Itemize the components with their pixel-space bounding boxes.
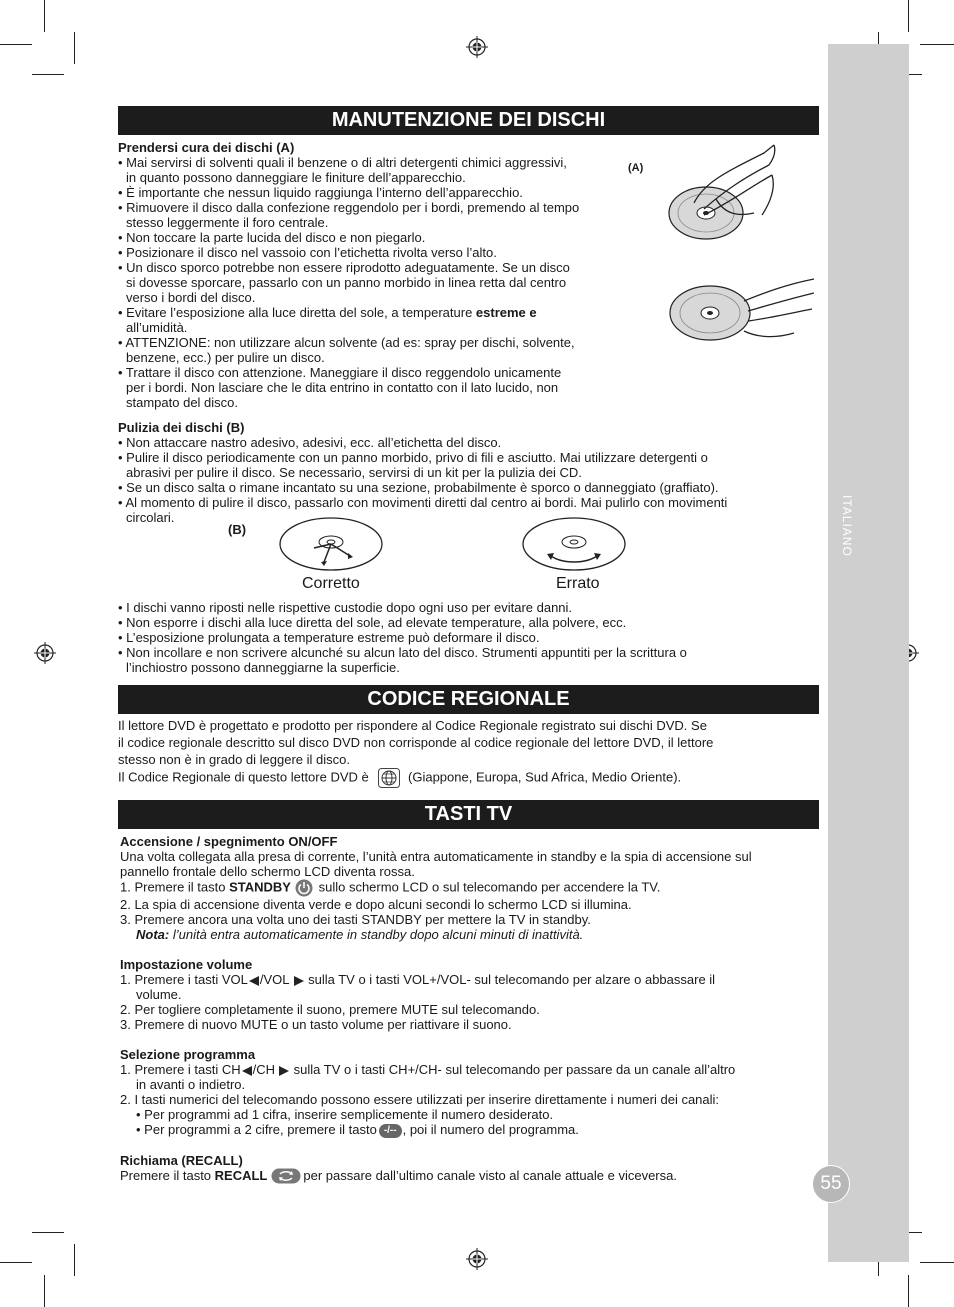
subheading-disc-care: Prendersi cura dei dischi (A) [118,140,295,155]
text-fragment: 1. Premere il tasto [120,879,230,895]
text-line: si dovesse sporcare, passarlo con un panno morbido in linea retta dal centro [126,275,567,290]
crop-mark [908,0,909,32]
text-line [120,1168,820,1185]
text-line: • ATTENZIONE: non utilizzare alcun solvente (ad es: spray per dischi, solvente, [118,335,575,350]
figure-tag-a: (A) [628,162,644,174]
text-line: • Pulire il disco periodicamente con un panno morbido, privo di fili e asciutto. Mai utilizzare detergenti o [118,450,708,465]
tv-buttons-block [120,834,820,1184]
label-correct: Corretto [302,575,360,592]
registration-mark-icon [34,642,56,664]
disc-care-block [118,140,638,410]
crop-mark [44,0,45,32]
section-title-tv-buttons: TASTI TV [118,800,819,829]
text-line: • Posizionare il disco nel vassoio con l’etichetta rivolta verso l’alto. [118,245,497,260]
arrow-left-icon [248,975,260,987]
text-line: pannello frontale dello schermo LCD diventa rossa. [120,864,415,879]
crop-mark [0,44,32,45]
text-fragment: sulla TV o i tasti CH+/CH- sul telecomando per passare da un canale all’altro [290,1062,736,1077]
language-tab-label: ITALIANO [840,495,854,557]
text-fragment: • Evitare l’esposizione alla luce diretta del sole, a temperature [118,305,476,320]
crop-mark [32,74,64,75]
text-line: 2. La spia di accensione diventa verde e dopo alcuni secondi lo schermo LCD si illumina. [120,897,632,912]
label-wrong: Errato [556,575,600,592]
text-fragment: Premere il tasto [120,1167,215,1183]
text-line [120,927,820,942]
disc-cleaning-block [118,420,818,525]
arrow-right-icon [278,1065,290,1077]
spacer [120,1032,820,1047]
spacer [120,1138,820,1153]
text-line: • Un disco sporco potrebbe non essere riprodotto adeguatamente. Se un disco [118,260,570,275]
subheading-recall: Richiama (RECALL) [120,1152,243,1168]
text-line: • Per programmi ad 1 cifra, inserire semplicemente il numero desiderato. [136,1107,554,1122]
text-bold: estreme e [475,305,537,320]
text-line: • I dischi vanno riposti nelle rispettive custodie dopo ogni uso per evitare danni. [118,600,573,615]
text-fragment: /CH [252,1062,276,1077]
text-fragment: • Per programmi a 2 cifre, premere il tasto [136,1122,377,1137]
text-line: • Trattare il disco con attenzione. Maneggiare il disco reggendolo unicamente [118,365,562,380]
text-fragment: sulla TV o i tasti VOL+/VOL- sul telecomando per alzare o abbassare il [304,972,716,987]
text-fragment: 1. Premere i tasti VOL [120,972,248,987]
note-label: Nota: [136,927,170,942]
text-fragment: per passare dall’ultimo canale visto al canale attuale e viceversa. [303,1167,677,1183]
spacer [120,942,820,957]
subheading-volume: Impostazione volume [120,957,253,972]
text-line: • L’esposizione prolungata a temperature estreme può deformare il disco. [118,630,540,645]
text-line: in quanto possono danneggiare le finiture dell’apparecchio. [126,170,466,185]
text-fragment: , poi il numero del programma. [402,1122,579,1137]
region-code-block [118,717,818,788]
registration-mark-icon [466,36,488,58]
disc-bottom-icon [670,286,750,340]
arrow-right-icon [293,975,305,987]
text-line [118,768,818,788]
text-line: 2. I tasti numerici del telecomando possono essere utilizzati per inserire direttamente i numeri dei canali: [120,1092,720,1107]
text-line [120,1062,820,1077]
crop-mark [74,32,75,64]
subheading-channel: Selezione programma [120,1047,256,1062]
text-line: stampato del disco. [126,395,239,410]
text-line: stesso non è in grado di leggere il disco. [118,752,350,767]
digit-button-icon: -/-- [379,1124,402,1138]
text-line: circolari. [126,510,175,525]
recall-button-icon [271,1168,301,1184]
hand-holding-disc-illustration [664,143,820,348]
text-line: abrasivi per pulire il disco. Se necessario, servirsi di un kit per la pulizia dei CD. [126,465,582,480]
text-bold: RECALL [214,1167,268,1183]
text-line [118,305,638,320]
arrow-left-icon [241,1065,253,1077]
disc-storage-block [118,600,818,675]
text-fragment: sullo schermo LCD o sul telecomando per accendere la TV. [314,879,661,895]
crop-mark [908,1275,909,1307]
text-line: l’inchiostro possono danneggiarne la superficie. [126,660,400,675]
note-text: l’unità entra automaticamente in standby dopo alcuni minuti di inattività. [169,927,584,942]
text-fragment: /VOL [259,972,290,987]
side-strip [828,44,909,1262]
text-line: 2. Per togliere completamente il suono, premere MUTE sul telecomando. [120,1002,540,1017]
registration-mark-icon [466,1248,488,1270]
text-bold: STANDBY [229,879,291,895]
text-line: benzene, ecc.) per pulire un disco. [126,350,325,365]
text-fragment: Il Codice Regionale di questo lettore DVD è [118,769,369,785]
text-line: • Non toccare la parte lucida del disco e non piegarlo. [118,230,426,245]
disc-wrong-wipe-icon [521,516,627,572]
page-number: 55 [812,1165,850,1203]
text-line: per i bordi. Non lasciare che le dita entrino in contatto con il lato lucido, non [126,380,559,395]
crop-mark [74,1244,75,1276]
text-line: stesso leggermente il foro centrale. [126,215,329,230]
text-line: verso i bordi del disco. [126,290,256,305]
text-line: 3. Premere di nuovo MUTE o un tasto volume per riattivare il suono. [120,1017,512,1032]
text-line: 3. Premere ancora una volta uno dei tasti STANDBY per mettere la TV in standby. [120,912,591,927]
crop-mark [920,1262,954,1263]
text-line: • È importante che nessun liquido raggiunga l’interno dell’apparecchio. [118,185,523,200]
text-line [120,972,820,987]
text-line: • Non incollare e non scrivere alcunché su alcun lato del disco. Strumenti appuntiti per la scrittura o [118,645,687,660]
crop-mark [44,1275,45,1307]
text-line: • Non attaccare nastro adesivo, adesivi, ecc. all’etichetta del disco. [118,435,502,450]
text-fragment: (Giappone, Europa, Sud Africa, Medio Oriente). [408,769,682,785]
text-line: il codice regionale descritto sul disco DVD non corrisponde al codice regionale del lettore DVD, il lettore [118,735,714,750]
text-fragment: 1. Premere i tasti CH [120,1062,241,1077]
text-line: • Non esporre i dischi alla luce diretta del sole, ad elevate temperature, alla polvere, ecc. [118,615,627,630]
text-line: Una volta collegata alla presa di corrente, l’unità entra automaticamente in standby e la spia di accensione sul [120,849,752,864]
subheading-power: Accensione / spegnimento ON/OFF [120,834,338,849]
text-line [120,1122,820,1138]
text-line: • Al momento di pulire il disco, passarlo con movimenti diretti dal centro ai bordi. Mai pulirlo con movimenti [118,495,728,510]
crop-mark [32,1232,64,1233]
disc-correct-wipe-icon [278,516,384,572]
section-title-region: CODICE REGIONALE [118,685,819,714]
subheading-disc-cleaning: Pulizia dei dischi (B) [118,420,245,435]
text-line: • Rimuovere il disco dalla confezione reggendolo per i bordi, premendo al tempo [118,200,580,215]
crop-mark [920,44,954,45]
crop-mark [0,1262,32,1263]
region-2-globe-icon [378,768,400,788]
figure-tag-b: (B) [228,522,247,537]
text-line: in avanti o indietro. [136,1077,246,1092]
standby-power-icon [295,879,313,897]
section-title-maintenance: MANUTENZIONE DEI DISCHI [118,106,819,135]
text-line [120,879,820,897]
text-line: all’umidità. [126,320,188,335]
text-line: • Mai servirsi di solventi quali il benzene o di altri detergenti chimici aggressivi, [118,155,567,170]
text-line: • Se un disco salta o rimane incantato su una sezione, probabilmente è sporco o danneggiato (graffiato). [118,480,719,495]
text-line: Il lettore DVD è progettato e prodotto per rispondere al Codice Regionale registrato sui dischi DVD. Se [118,718,707,733]
text-line: volume. [136,987,182,1002]
